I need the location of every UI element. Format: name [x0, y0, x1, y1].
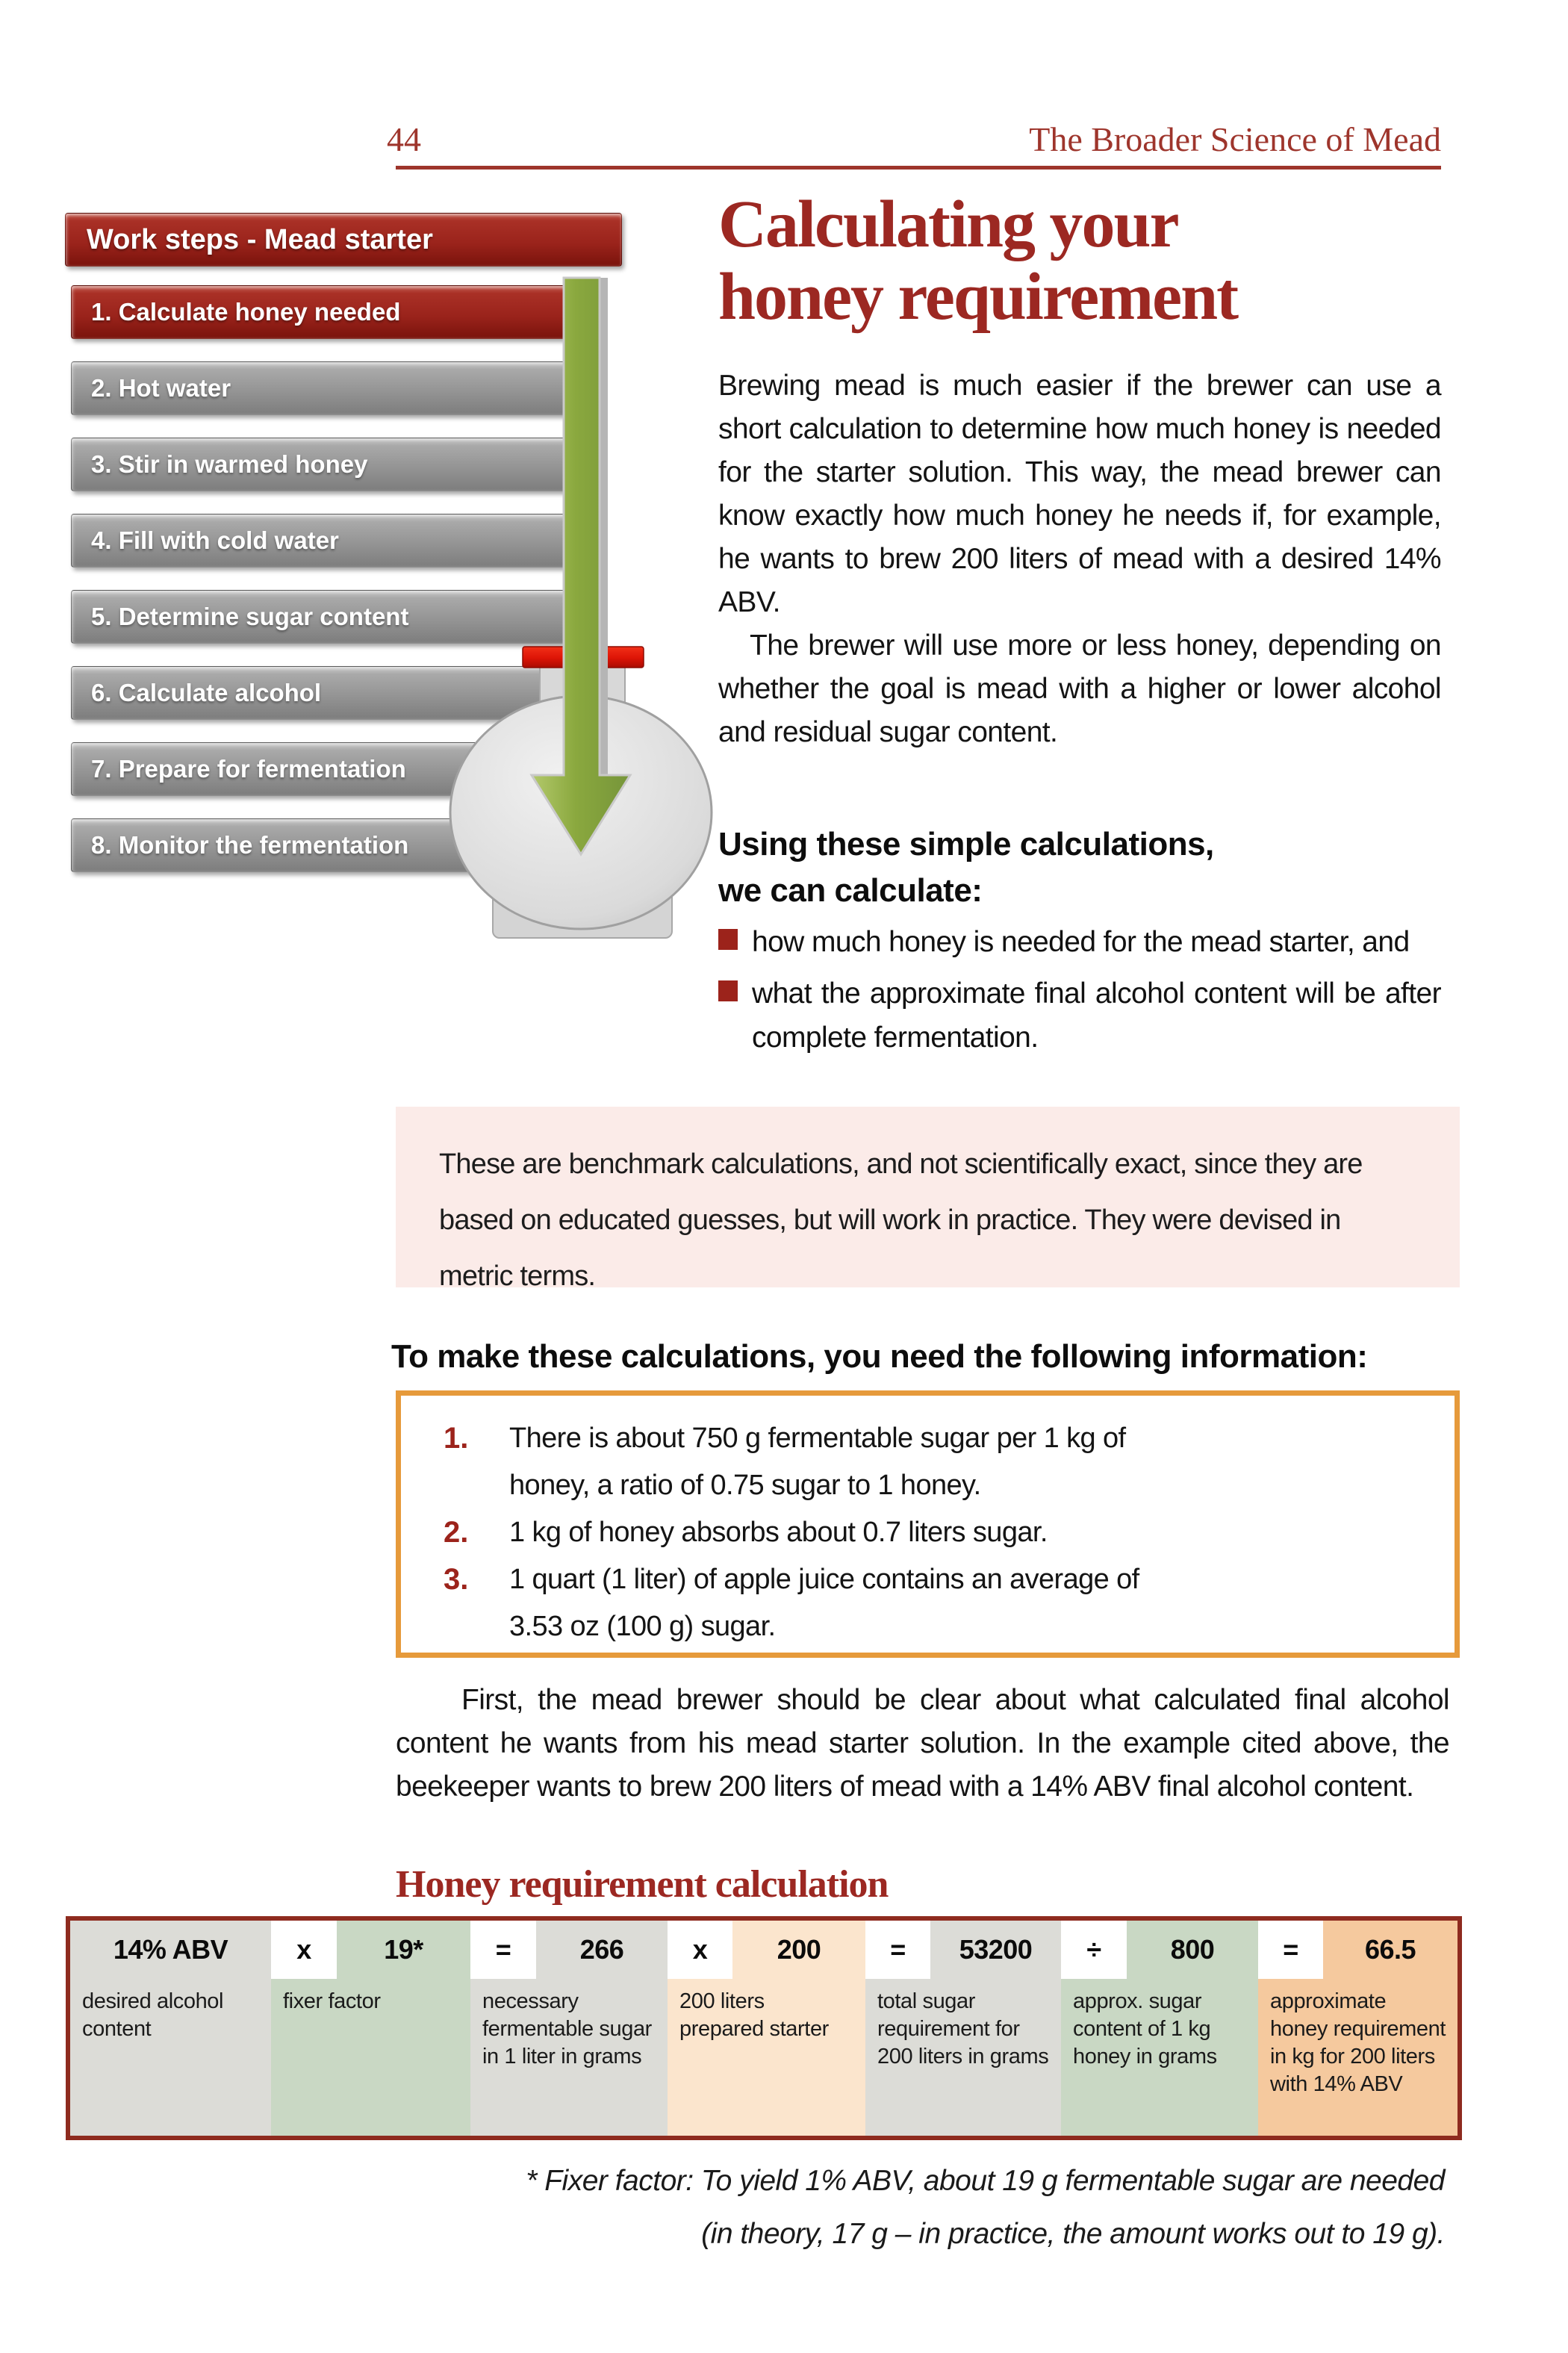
desc-cell: fixer factor	[271, 1979, 470, 2136]
bullet-text: what the approximate final alcohol content will be after complete fermentation.	[752, 977, 1441, 1054]
arrow-shadow-edge	[600, 278, 608, 775]
running-title: The Broader Science of Mead	[1029, 120, 1441, 158]
header-rule	[396, 166, 1441, 170]
value-cell: 200	[732, 1921, 865, 1979]
operator-cell: =	[470, 1921, 536, 1979]
desc-cell: 200 liters prepared starter	[668, 1979, 865, 2136]
desc-cell: desired alcohol content	[70, 1979, 271, 2136]
operator-cell: =	[1258, 1921, 1323, 1979]
footnote	[396, 2154, 1445, 2260]
list-item	[444, 1415, 1455, 1509]
work-step-6: 6. Calculate alcohol	[71, 666, 572, 720]
value-cell: 53200	[930, 1921, 1061, 1979]
work-step-8: 8. Monitor the fermentation	[71, 818, 572, 872]
footnote-line1: * Fixer factor: To yield 1% ABV, about 19 g fermentable sugar are needed	[526, 2165, 1445, 2197]
operator-cell: x	[271, 1921, 337, 1979]
desc-cell: necessary fermentable sugar in 1 liter in grams	[470, 1979, 668, 2136]
item-number: 2.	[444, 1516, 469, 1549]
item-text: 1 quart (1 liter) of apple juice contains an average of 3.53 oz (100 g) sugar.	[509, 1564, 1139, 1642]
intro-paragraphs	[718, 364, 1441, 754]
honey-calculation-table	[66, 1916, 1462, 2140]
desc-cell: approximate honey requirement in kg for 200 liters with 14% ABV	[1258, 1979, 1457, 2136]
bullet-text: how much honey is needed for the mead starter, and	[752, 926, 1410, 958]
value-cell: 266	[536, 1921, 668, 1979]
paragraph-2: The brewer will use more or less honey, depending on whether the goal is mead with a higher or lower alcohol and residual sugar content.	[718, 630, 1441, 748]
work-step-3: 3. Stir in warmed honey	[71, 438, 572, 491]
item-number: 3.	[444, 1563, 469, 1596]
item-number: 1.	[444, 1422, 469, 1455]
bullet-list	[718, 920, 1441, 1067]
list-item	[444, 1509, 1455, 1556]
work-step-4: 4. Fill with cold water	[71, 514, 572, 568]
article-title-line1: Calculating your	[718, 187, 1178, 261]
item-text: 1 kg of honey absorbs about 0.7 liters sugar.	[509, 1517, 1048, 1548]
info-box	[396, 1390, 1460, 1658]
operator-cell: =	[865, 1921, 930, 1979]
work-step-5: 5. Determine sugar content	[71, 590, 572, 644]
list-item	[718, 920, 1441, 964]
item-text: There is about 750 g fermentable sugar per 1 kg of honey, a ratio of 0.75 sugar to 1 honey.	[509, 1423, 1126, 1501]
desc-cell: approx. sugar content of 1 kg honey in grams	[1061, 1979, 1258, 2136]
work-step-7: 7. Prepare for fermentation	[71, 742, 572, 796]
page-number: 44	[387, 120, 421, 158]
value-cell: 19*	[337, 1921, 470, 1979]
article-title	[718, 188, 1446, 333]
operator-cell: ÷	[1061, 1921, 1127, 1979]
paragraph-3: First, the mead brewer should be clear about what calculated final alcohol content he wants from his mead starter solution. In the example cited above, the beekeeper wants to brew 200 liters of mead with a 14% ABV final alcohol content.	[396, 1684, 1449, 1803]
work-step-1: 1. Calculate honey needed	[71, 285, 572, 339]
mead-starter-illustration	[418, 209, 732, 963]
work-steps-title: Work steps - Mead starter	[65, 213, 622, 267]
square-bullet-icon	[718, 980, 738, 1001]
operator-cell: x	[668, 1921, 732, 1979]
paragraph-1: Brewing mead is much easier if the brewer can use a short calculation to determine how much honey is needed for the starter solution. This way, the mead brewer can know exactly how much honey he needs if, for example, he wants to brew 200 liters of mead with a desired 14% ABV.	[718, 370, 1441, 618]
info-heading: To make these calculations, you need the following information:	[391, 1338, 1368, 1375]
calc-heading-line1: Using these simple calculations,	[718, 826, 1214, 862]
value-cell: 14% ABV	[70, 1921, 271, 1979]
benchmark-note-box: These are benchmark calculations, and not scientifically exact, since they are based on educated guesses, but will work in practice. They were devised in metric terms.	[396, 1107, 1460, 1287]
table-heading: Honey requirement calculation	[396, 1863, 889, 1906]
square-bullet-icon	[718, 929, 738, 950]
value-cell: 800	[1127, 1921, 1258, 1979]
desc-cell: total sugar requirement for 200 liters in grams	[865, 1979, 1061, 2136]
value-cell: 66.5	[1323, 1921, 1457, 1979]
calc-heading	[718, 821, 1441, 914]
article-title-line2: honey requirement	[718, 260, 1238, 334]
footnote-line2: (in theory, 17 g – in practice, the amount works out to 19 g).	[701, 2218, 1445, 2250]
list-item	[444, 1556, 1455, 1650]
work-step-2: 2. Hot water	[71, 361, 572, 415]
list-item	[718, 972, 1441, 1060]
calc-heading-line2: we can calculate:	[718, 872, 983, 909]
